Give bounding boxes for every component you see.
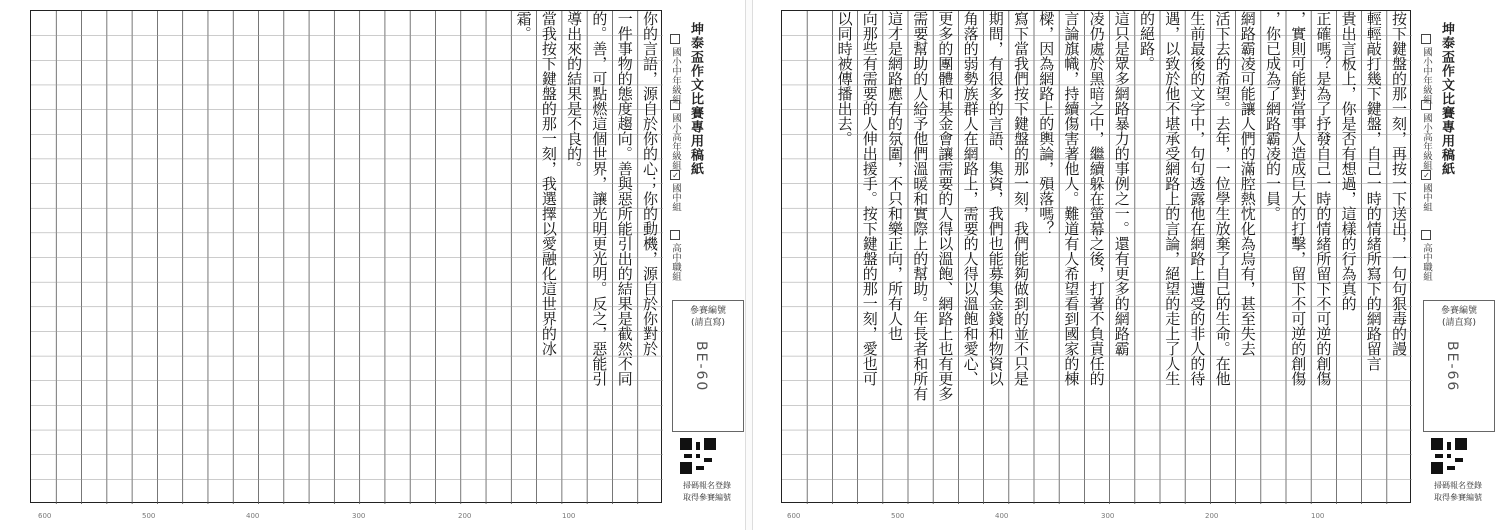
ruler-mark: 500 (142, 512, 156, 520)
ruler-mark: 300 (352, 512, 366, 520)
registration-code: BE-60 (693, 341, 709, 393)
ruler-mark: 600 (787, 512, 801, 520)
text-column: 網路霸凌可能讓人們的滿腔熱忱化為烏有，甚至失去 (1238, 11, 1257, 356)
ruler-mark: 200 (458, 512, 472, 520)
text-column: 這才是網路應有的氛圍，不只和樂正向，所有人也 (885, 11, 904, 341)
qr-caption-1: 掃碼報名登錄 (683, 481, 731, 490)
option-high-school: 高中職組 (1419, 230, 1433, 281)
manuscript-page-right (752, 0, 1500, 530)
checkbox-icon (1421, 230, 1431, 240)
text-column: 導出來的結果是不良的。 (565, 11, 584, 176)
text-column: 向那些有需要的人伸出援手。按下鍵盤的那一刻，愛也可 (860, 11, 879, 386)
registration-box (1423, 300, 1495, 432)
checkbox-icon (1421, 100, 1431, 110)
text-column: ，你已成為了網路霸凌的一員。 (1263, 11, 1282, 221)
qr-caption-2: 取得參賽編號 (1434, 493, 1482, 502)
option-high-school: 高中職組 (668, 230, 682, 281)
text-column: 凌仍處於黑暗之中，繼續躲在螢幕之後，打著不負責任的 (1087, 11, 1106, 386)
option-elementary-middle: 國小中年級組 (1419, 34, 1433, 104)
qr-caption-1: 掃碼報名登錄 (1434, 481, 1482, 490)
checkbox-icon (670, 34, 680, 44)
ruler-mark: 400 (246, 512, 260, 520)
text-column: 你的言語，源自於你的心；你的動機，源自於你對於 (640, 11, 659, 356)
option-elementary-senior: 國小高年級組 (1419, 100, 1433, 170)
ruler-left (30, 512, 662, 526)
text-column: 以同時被傳播出去。 (835, 11, 854, 146)
writing-grid-right (781, 10, 1411, 503)
form-sidebar-right (1417, 10, 1499, 520)
form-title: 坤泰盃作文比賽專用稿紙 (688, 22, 703, 176)
text-column: 貴出言板上，你是否有想過，這樣的行為真的 (1339, 11, 1358, 311)
text-column: 輕輕敲打幾下鍵盤，自己一時的情緒所寫下的網路留言 (1364, 11, 1383, 371)
option-junior-high: ✓國中組 (1421, 171, 1432, 212)
text-column: 期間，有很多的言語、集資，我們也能募集金錢和物資以 (986, 11, 1005, 386)
qr-code-icon (1431, 438, 1467, 474)
registration-label: 參賽編號 (請直寫) (689, 306, 726, 328)
text-column: 寫下當我們按下鍵盤的那一刻，我們能夠做到的並不只是 (1011, 11, 1030, 386)
text-column: 需要幫助的人給予他們溫暖和實際上的幫助。年長者和所有 (911, 11, 930, 401)
registration-code: BE-66 (1444, 341, 1460, 393)
qr-caption-2: 取得參賽編號 (683, 493, 731, 502)
text-column: 一件事物的態度趨向。善與惡所能引出的結果是截然不同 (615, 11, 634, 386)
manuscript-page-left (0, 0, 746, 530)
ruler-mark: 500 (891, 512, 905, 520)
ruler-mark: 200 (1205, 512, 1219, 520)
text-column: ，實則可能對當事人造成巨大的打擊，留下不可逆的創傷 (1289, 11, 1308, 386)
ruler-mark: 400 (995, 512, 1009, 520)
text-column: 樑，因為網路上的輿論，殞落嗎？ (1037, 11, 1056, 236)
checkbox-icon (670, 100, 680, 110)
text-column: 遇，以致於他不堪承受網路上的言論，絕望的走上了人生 (1163, 11, 1182, 386)
writing-grid-left (30, 10, 662, 503)
text-column: 這只是眾多網路暴力的事例之一。還有更多的網路霸 (1112, 11, 1131, 356)
form-sidebar-left (666, 10, 748, 520)
text-column: 霜。 (514, 11, 533, 41)
text-column: 言論旗幟，持續傷害著他人。難道有人希望看到國家的棟 (1062, 11, 1081, 386)
text-column: 活下去的希望。去年，一位學生放棄了自己的生命。在他 (1213, 11, 1232, 386)
checked-checkbox-icon: ✓ (1422, 171, 1431, 180)
ruler-right (781, 512, 1411, 526)
registration-label: 參賽編號 (請直寫) (1440, 306, 1477, 328)
text-column: 的。善，可點燃這個世界，讓光明更光明。反之，惡能引 (590, 11, 609, 386)
ruler-mark: 100 (1311, 512, 1325, 520)
text-column: 正確嗎？是為了抒發自己一時的情緒所留下不可逆的創傷 (1314, 11, 1333, 386)
option-junior-high: ✓國中組 (670, 171, 681, 212)
ruler-mark: 300 (1101, 512, 1115, 520)
checked-checkbox-icon: ✓ (671, 171, 680, 180)
registration-box (672, 300, 744, 432)
checkbox-icon (670, 230, 680, 240)
text-column: 當我按下鍵盤的那一刻，我選擇以愛融化這世界的冰 (539, 11, 558, 356)
text-column: 更多的團體和基金會讓需要的人得以溫飽、網路上也有更多 (936, 11, 955, 401)
qr-code-icon (680, 438, 716, 474)
option-elementary-middle: 國小中年級組 (668, 34, 682, 104)
text-column: 按下鍵盤的那一刻，再按一下送出，一句句狠毒的謾 (1389, 11, 1408, 356)
ruler-mark: 100 (562, 512, 576, 520)
text-column: 的絕路。 (1137, 11, 1156, 71)
ruler-mark: 600 (38, 512, 52, 520)
text-column: 生前最後的文字中，句句透露他在網路上遭受的非人的待 (1188, 11, 1207, 386)
text-column: 角落的弱勢族群人在網路上，需要的人得以溫飽和愛心、 (961, 11, 980, 386)
checkbox-icon (1421, 34, 1431, 44)
option-elementary-senior: 國小高年級組 (668, 100, 682, 170)
form-title: 坤泰盃作文比賽專用稿紙 (1439, 22, 1454, 176)
